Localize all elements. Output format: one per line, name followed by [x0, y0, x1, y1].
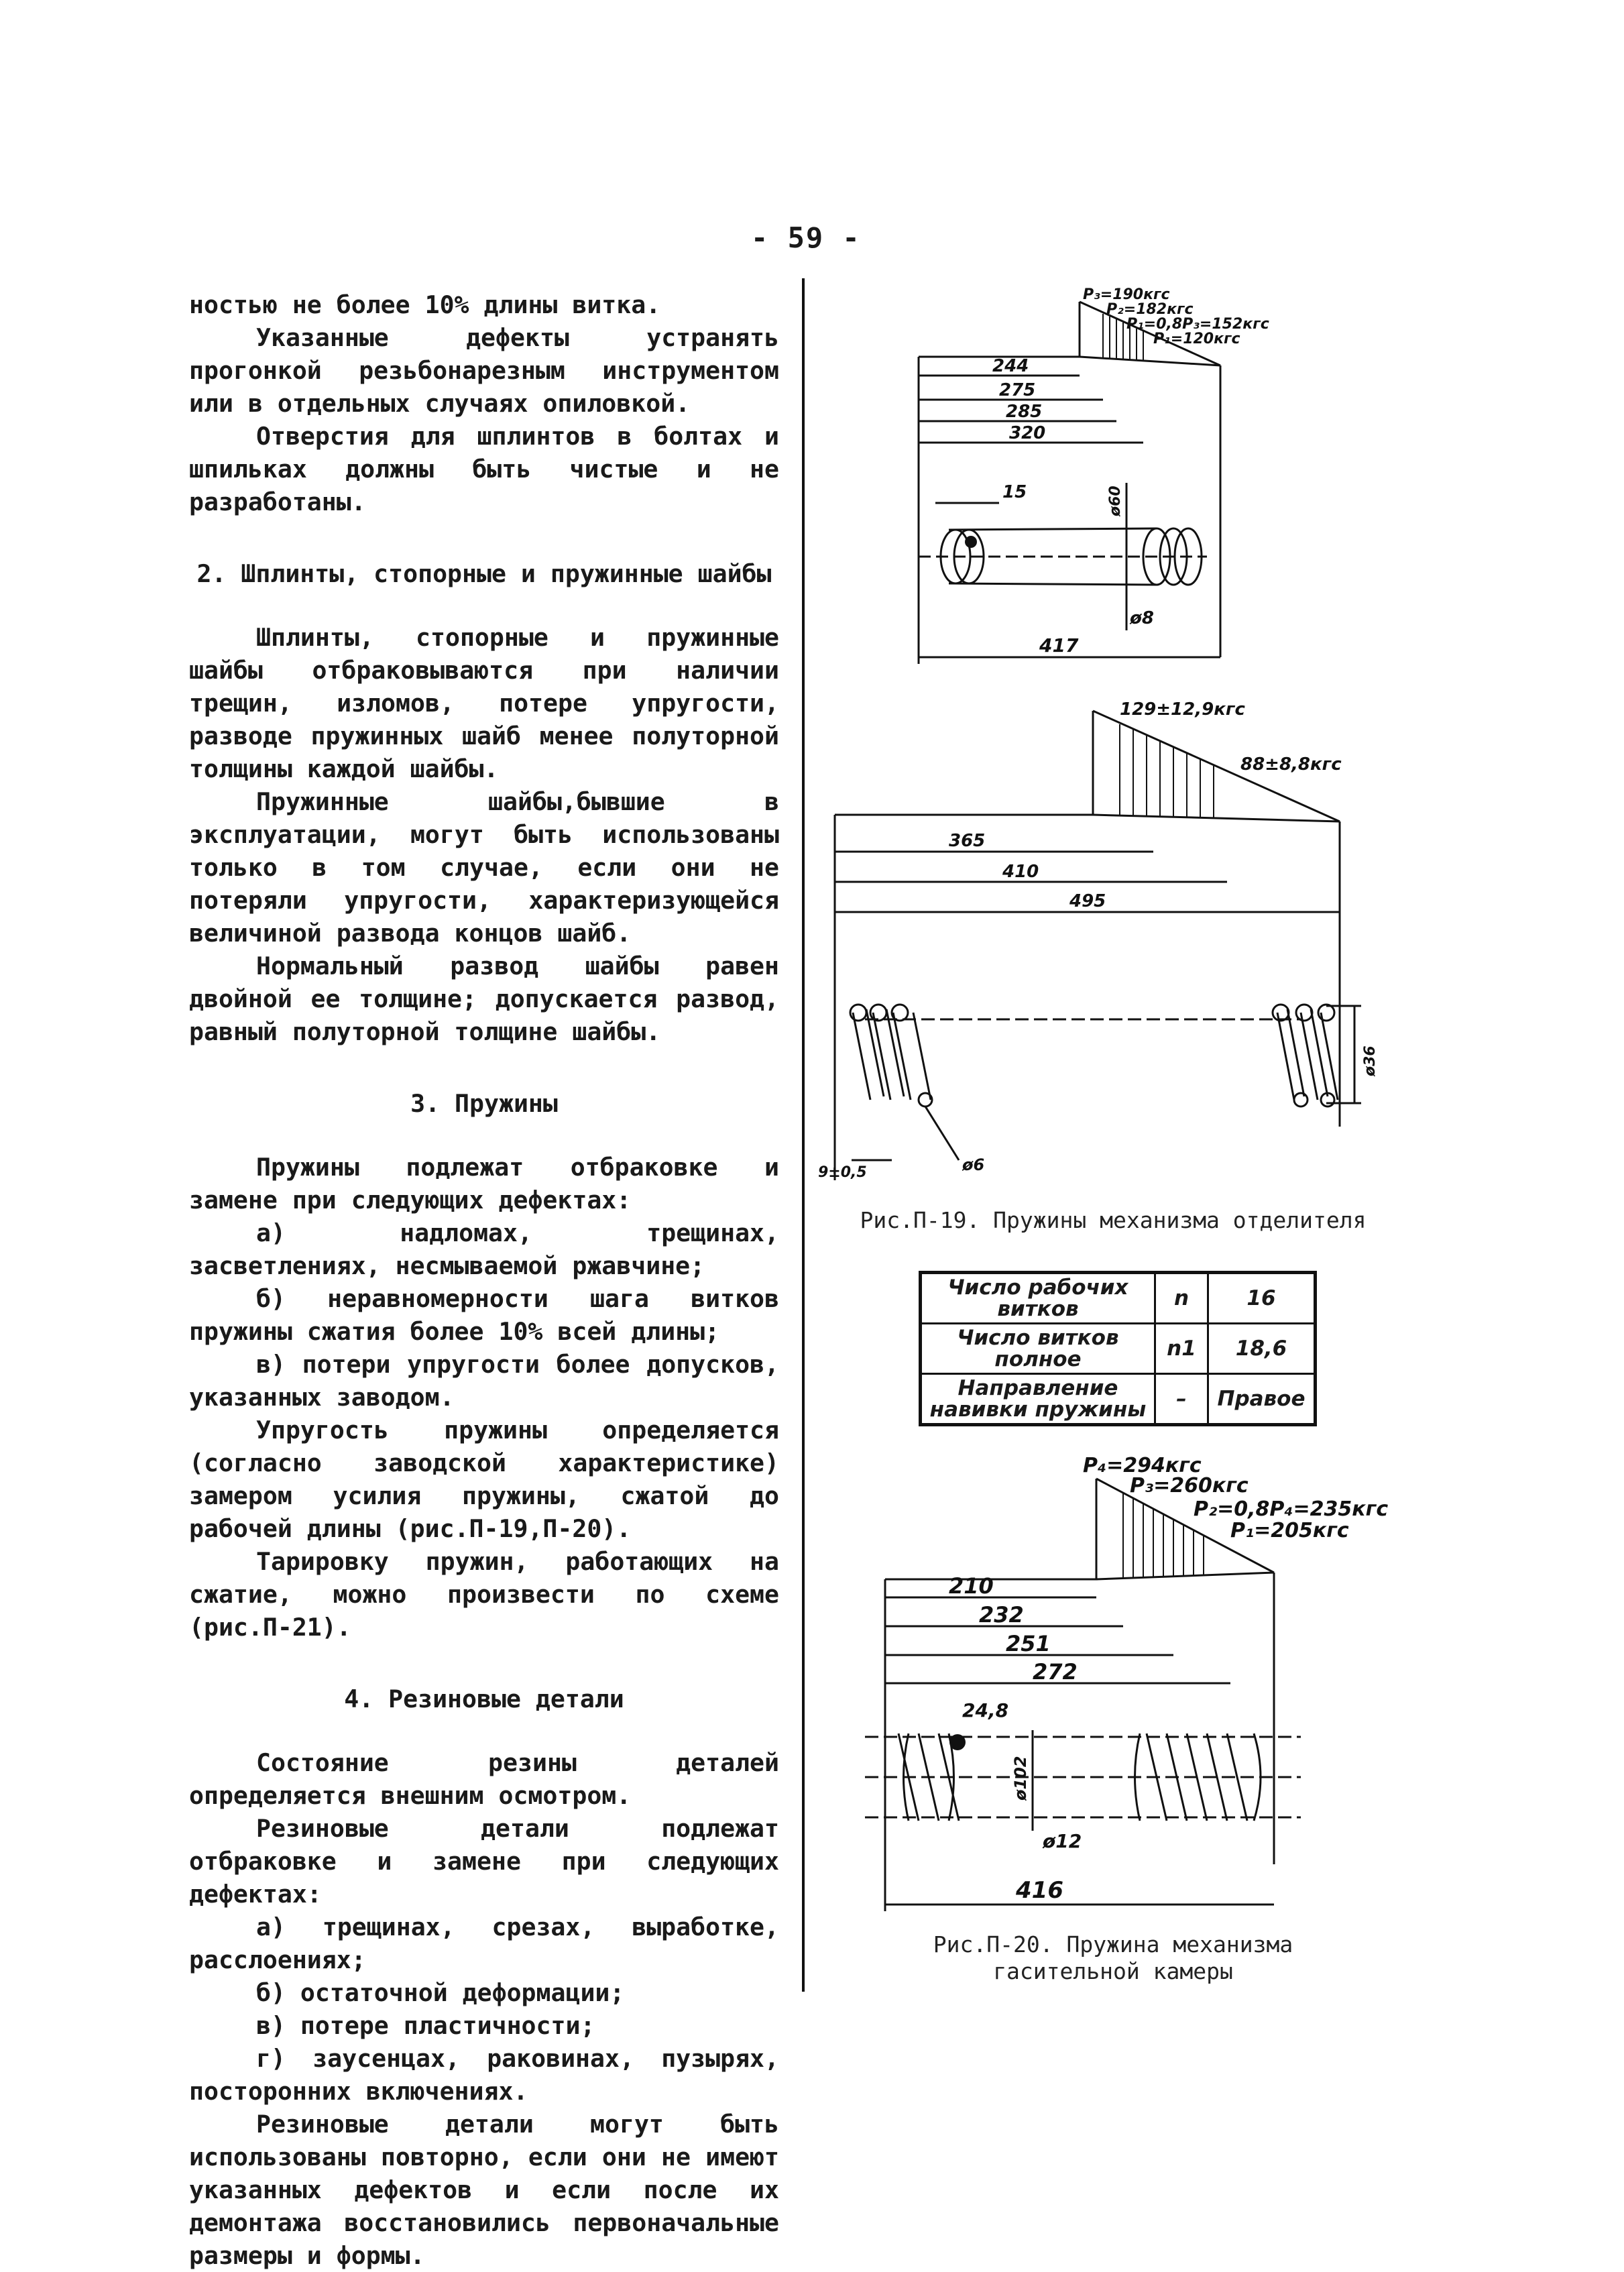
- figure-20-caption: [872, 1931, 1354, 1985]
- load-label-p3: P₃=260кгс: [1130, 1474, 1249, 1497]
- spring-figure-19: [818, 697, 1401, 1194]
- list-item: б) остаточной деформации;: [256, 1978, 625, 2007]
- paragraph: Резиновые детали могут быть использованы повторно, если они не имеют указанных дефектов и если после их демонтажа восстановились первоначальные размеры и формы.: [189, 2110, 779, 2270]
- list-item: а) надломах, трещинах, засветлениях, несмываемой ржавчине;: [189, 1218, 779, 1280]
- list-item: б) неравномерности шага витков пружины сжатия более 10% всей длины;: [189, 1284, 779, 1346]
- spring-spec-table: [919, 1271, 1317, 1426]
- load-label-p4: P₄=294кгс: [1083, 1454, 1202, 1477]
- dim-272: 272: [1033, 1659, 1078, 1685]
- table-cell-value: Правое: [1208, 1374, 1316, 1425]
- table-cell-symbol: n1: [1155, 1324, 1208, 1374]
- dim-410: 410: [1002, 862, 1039, 882]
- paragraph: Состояние резины деталей определяется внешним осмотром.: [189, 1748, 779, 1810]
- load-label-p1: P₁=205кгс: [1230, 1519, 1349, 1542]
- list-item: а) трещинах, срезах, выработке, расслоениях;: [189, 1913, 779, 1974]
- dim-232: 232: [979, 1602, 1024, 1628]
- paragraph: Нормальный развод шайбы равен двойной ее толщине; допускается развод, равный полуторной толщине шайбы.: [189, 952, 779, 1046]
- dim-15: 15: [1002, 482, 1027, 502]
- table-cell-value: 16: [1208, 1273, 1316, 1324]
- left-column-text: [189, 288, 779, 2272]
- column-divider: [802, 278, 805, 1992]
- table-row: [921, 1273, 1316, 1324]
- load-label-129: 129±12,9кгс: [1120, 699, 1245, 720]
- paragraph: Шплинты, стопорные и пружинные шайбы отбраковываются при наличии трещин, изломов, потере упругости, разводе пружинных шайб менее полуторной толщины каждой шайбы.: [189, 623, 779, 783]
- dim-9: 9±0,5: [818, 1164, 867, 1181]
- paragraph: Тарировку пружин, работающих на сжатие, можно произвести по схеме (рис.П-21).: [189, 1547, 779, 1642]
- spring-figure-20: [865, 1435, 1415, 1918]
- page-number: - 59 -: [751, 221, 861, 254]
- load-label-p3: P₃=190кгс: [1083, 286, 1170, 303]
- figure-20-caption-line-1: Рис.П-20. Пружина механизма: [933, 1931, 1293, 1957]
- dim-417: 417: [1039, 634, 1079, 657]
- load-diagram-step: [919, 302, 1080, 357]
- dim-d8: ø8: [1130, 608, 1154, 628]
- dim-d6: ø6: [962, 1155, 985, 1174]
- figure-19-caption: Рис.П-19. Пружины механизма отделителя: [860, 1207, 1367, 1233]
- paragraph: ностью не более 10% длины витка.: [189, 290, 661, 319]
- list-item: г) заусенцах, раковинах, пузырях, посторонних включениях.: [189, 2044, 779, 2106]
- load-label-p1a: P₁=0,8P₃=152кгс: [1126, 316, 1269, 333]
- section-heading: 2. Шплинты, стопорные и пружинные шайбы: [196, 559, 772, 588]
- dim-d102: ø102: [1011, 1756, 1030, 1801]
- dim-251: 251: [1006, 1631, 1051, 1656]
- dim-416: 416: [1016, 1877, 1063, 1904]
- dim-d36: ø36: [1362, 1045, 1379, 1076]
- paragraph: Указанные дефекты устранять прогонкой резьбонарезным инструментом или в отдельных случаях опиловкой.: [189, 323, 779, 418]
- dim-365: 365: [949, 831, 986, 851]
- dim-d60: ø60: [1107, 486, 1124, 516]
- dim-275: 275: [999, 380, 1036, 400]
- table-cell-label: Число рабочих витков: [921, 1273, 1155, 1324]
- table-cell-label: Направление навивки пружины: [921, 1374, 1155, 1425]
- paragraph: Пружины подлежат отбраковке и замене при следующих дефектах:: [189, 1153, 779, 1214]
- load-label-p2: P₂=0,8P₄=235кгс: [1194, 1497, 1389, 1521]
- load-label-p2: P₂=182кгс: [1106, 301, 1194, 318]
- paragraph: Пружинные шайбы,бывшие в эксплуатации, могут быть использованы только в том случае, если они не потеряли упругости, характеризующейся величиной развода концов шайб.: [189, 787, 779, 948]
- paragraph: Отверстия для шплинтов в болтах и шпильках должны быть чистые и не разработаны.: [189, 422, 779, 516]
- dim-244: 244: [992, 356, 1029, 376]
- table-cell-symbol: –: [1155, 1374, 1208, 1425]
- load-label-p1: P₁=120кгс: [1153, 331, 1240, 347]
- load-label-88: 88±8,8кгс: [1240, 754, 1342, 775]
- list-item: в) потери упругости более допусков, указанных заводом.: [189, 1350, 779, 1412]
- table-row: [921, 1324, 1316, 1374]
- dim-210: 210: [949, 1573, 994, 1599]
- dim-495: 495: [1069, 891, 1106, 911]
- table-cell-value: 18,6: [1208, 1324, 1316, 1374]
- table-cell-label: Число витков полное: [921, 1324, 1155, 1374]
- spring-figure-top: [925, 282, 1314, 677]
- paragraph: Резиновые детали подлежат отбраковке и замене при следующих дефектах:: [189, 1814, 779, 1909]
- table-row: [921, 1374, 1316, 1425]
- dim-d12: ø12: [1043, 1830, 1082, 1852]
- dim-285: 285: [1006, 402, 1043, 422]
- list-item: в) потере пластичности;: [256, 2011, 595, 2040]
- section-heading: 3. Пружины: [410, 1089, 558, 1118]
- paragraph: Упругость пружины определяется (согласно заводской характеристике) замером усилия пружины, сжатой до рабочей длины (рис.П-19,П-20).: [189, 1416, 779, 1543]
- table-cell-symbol: n: [1155, 1273, 1208, 1324]
- figure-20-caption-line-2: гасительной камеры: [993, 1958, 1233, 1984]
- dim-24-8: 24,8: [962, 1699, 1009, 1721]
- section-heading: 4. Резиновые детали: [344, 1685, 624, 1713]
- dim-320: 320: [1009, 423, 1046, 443]
